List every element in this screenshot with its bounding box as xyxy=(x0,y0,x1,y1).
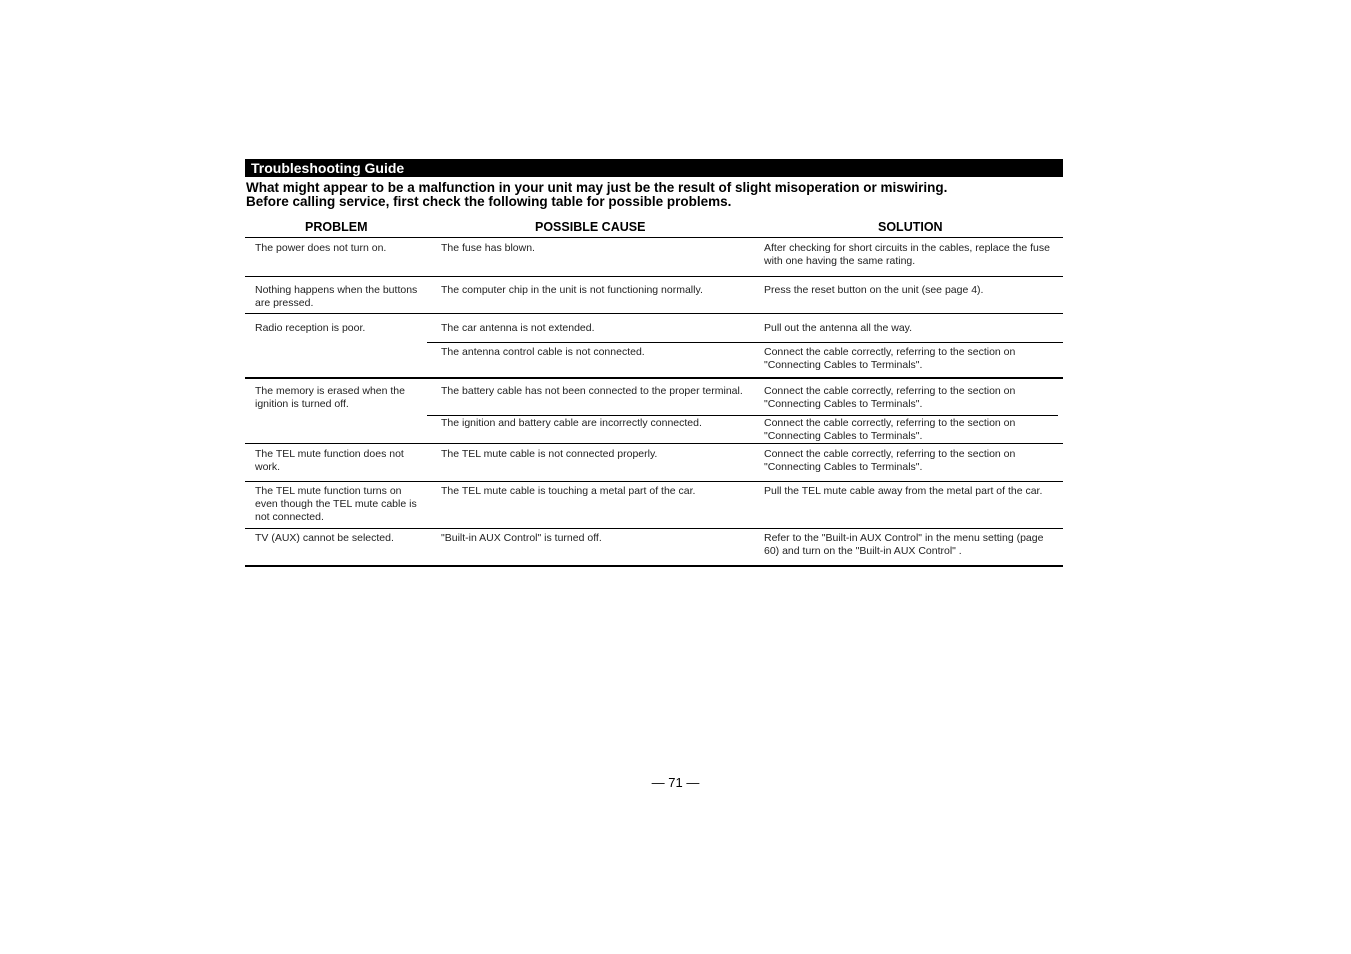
row-solution: Pull the TEL mute cable away from the metal part of the car. xyxy=(764,485,1043,497)
row-problem: Nothing happens when the buttons are pressed. xyxy=(255,284,418,309)
intro-line-1: What might appear to be a malfunction in your unit may just be the result of slight misoperation or miswiring. xyxy=(246,180,948,195)
row-solution: Refer to the "Built-in AUX Control" in the menu setting (page 60) and turn on the "Built-in AUX Control" . xyxy=(764,532,1044,557)
header-cause: POSSIBLE CAUSE xyxy=(535,220,646,234)
row-solution: Press the reset button on the unit (see page 4). xyxy=(764,284,984,296)
row-cause: The fuse has blown. xyxy=(441,242,535,254)
row-problem: Radio reception is poor. xyxy=(255,322,366,334)
row-cause: The TEL mute cable is touching a metal part of the car. xyxy=(441,485,696,497)
row-cause: The computer chip in the unit is not functioning normally. xyxy=(441,284,703,296)
row-divider xyxy=(245,313,1063,314)
row-solution: Connect the cable correctly, referring to the section on "Connecting Cables to Terminals". xyxy=(764,346,1016,371)
page-number: — 71 — xyxy=(651,775,700,790)
row-solution: After checking for short circuits in the cables, replace the fuse with one having the same rating. xyxy=(764,242,1050,267)
row-problem: The TEL mute function turns on even though the TEL mute cable is not connected. xyxy=(255,485,417,523)
row-solution: Connect the cable correctly, referring to the section on "Connecting Cables to Terminals". xyxy=(764,417,1016,442)
row-divider xyxy=(245,528,1063,529)
row-problem: The TEL mute function does not work. xyxy=(255,448,404,473)
section-title: Troubleshooting Guide xyxy=(245,159,1063,177)
troubleshooting-table xyxy=(245,237,1063,567)
row-divider xyxy=(245,276,1063,277)
table-bottom-rule xyxy=(245,565,1063,567)
row-divider xyxy=(245,377,1063,379)
row-cause: The battery cable has not been connected to the proper terminal. xyxy=(441,385,743,397)
table-header xyxy=(245,213,1063,237)
row-solution: Connect the cable correctly, referring to the section on "Connecting Cables to Terminals". xyxy=(764,385,1016,410)
row-problem: TV (AUX) cannot be selected. xyxy=(255,532,394,544)
row-problem: The memory is erased when the ignition is turned off. xyxy=(255,385,405,410)
row-problem: The power does not turn on. xyxy=(255,242,387,254)
row-cause: The car antenna is not extended. xyxy=(441,322,595,334)
header-problem: PROBLEM xyxy=(305,220,368,234)
row-cause: The antenna control cable is not connected. xyxy=(441,346,645,358)
row-divider xyxy=(427,342,1063,343)
row-solution: Pull out the antenna all the way. xyxy=(764,322,913,334)
row-cause: The ignition and battery cable are incorrectly connected. xyxy=(441,417,702,429)
row-divider xyxy=(427,415,1058,416)
intro-text xyxy=(245,181,1063,209)
row-solution: Connect the cable correctly, referring to the section on "Connecting Cables to Terminals". xyxy=(764,448,1016,473)
intro-line-2: Before calling service, first check the following table for possible problems. xyxy=(246,194,732,209)
row-cause: "Built-in AUX Control" is turned off. xyxy=(441,532,602,544)
row-divider xyxy=(245,481,1063,482)
row-divider xyxy=(245,443,1063,444)
header-solution: SOLUTION xyxy=(878,220,943,234)
row-cause: The TEL mute cable is not connected properly. xyxy=(441,448,658,460)
troubleshooting-section xyxy=(245,159,1063,567)
